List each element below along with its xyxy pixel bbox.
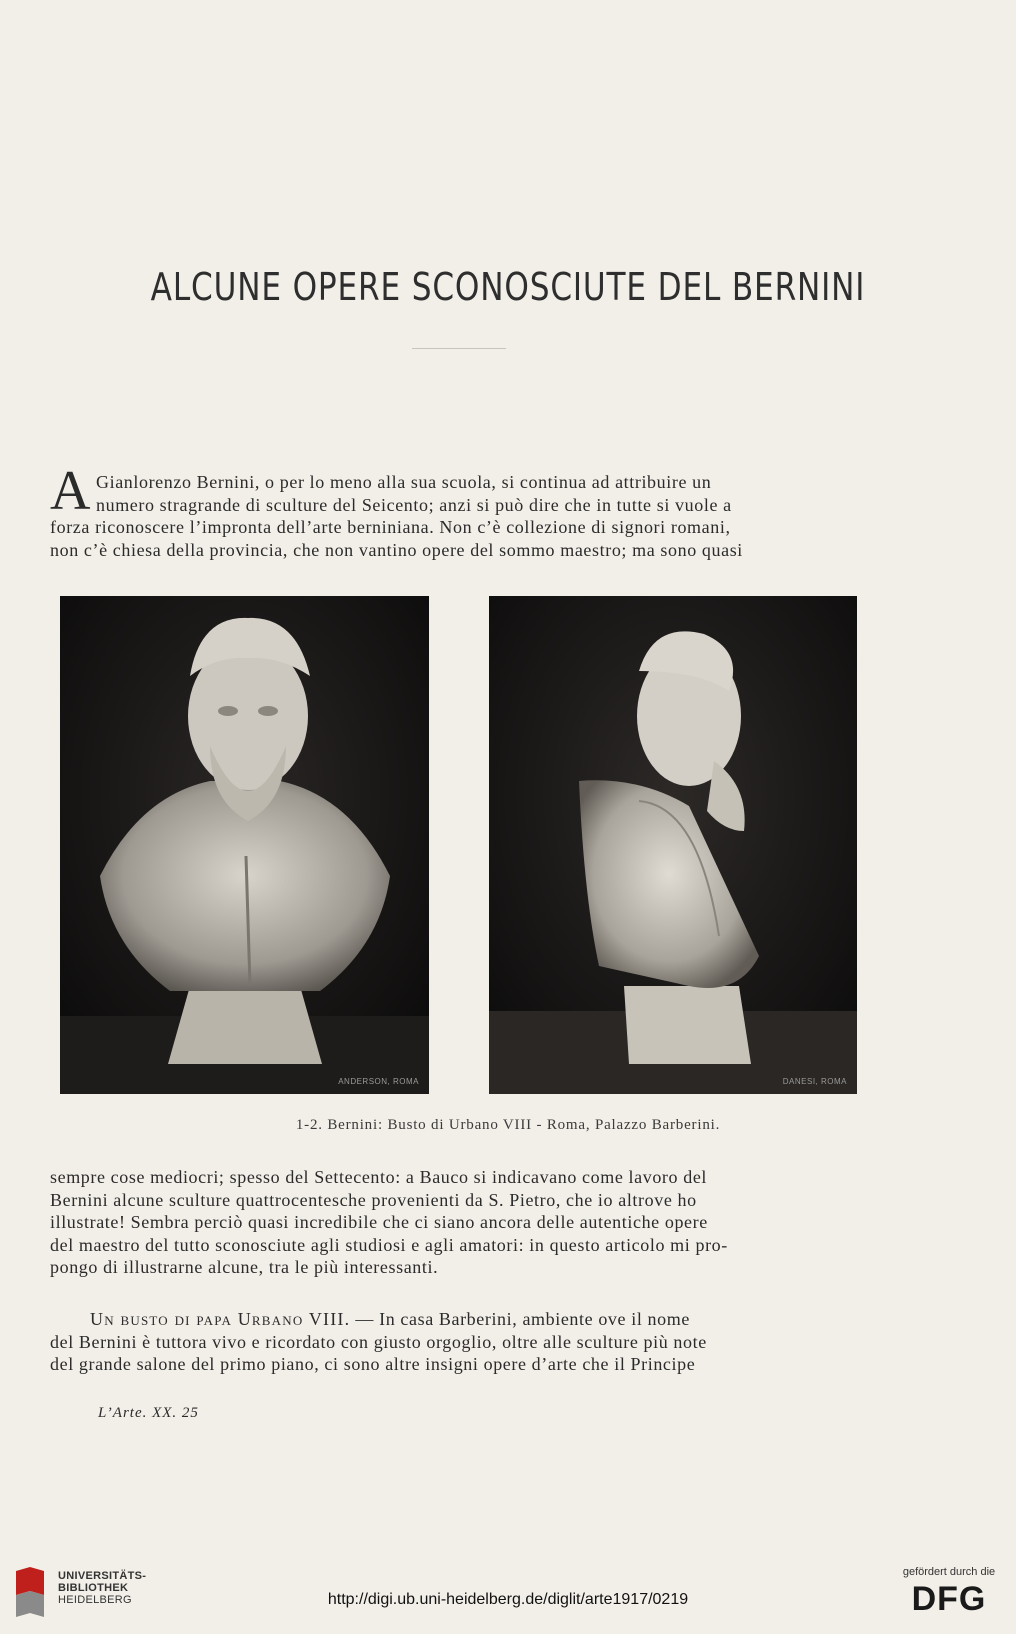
body-paragraph: [50, 1166, 865, 1279]
bust-photo-frontal: [60, 596, 429, 1094]
text-line: non c’è chiesa della provincia, che non vantino opere del sommo maestro; ma sono quasi: [50, 539, 743, 560]
figure-caption: 1-2. Bernini: Busto di Urbano VIII - Roma, Palazzo Barberini.: [295, 1117, 721, 1133]
text-line: numero stragrande di sculture del Seicento; anzi si può dire che in tutte si vuole a: [96, 494, 732, 515]
photo-credit: DANESI, ROMA: [782, 1077, 847, 1086]
drop-cap: A: [50, 460, 91, 522]
page-title: ALCUNE OPERE SCONOSCIUTE DEL BERNINI: [150, 265, 866, 309]
intro-paragraph: [50, 471, 865, 561]
text-line: Gianlorenzo Bernini, o per lo meno alla sua scuola, si continua ad attribuire un: [96, 472, 712, 492]
funder-block: [894, 1566, 1004, 1618]
funder-text: gefördert durch die: [902, 1566, 996, 1578]
text-line: del Bernini è tuttora vivo e ricordato con giusto orgoglio, oltre alle sculture più note: [50, 1331, 707, 1352]
bust-profile-illustration: [489, 596, 857, 1094]
photo-credit: ANDERSON, ROMA: [338, 1077, 419, 1086]
section-heading: Un busto di papa Urbano VIII.: [90, 1309, 351, 1329]
folio-signature: L’Arte. XX. 25: [98, 1405, 199, 1421]
library-name-line: HEIDELBERG: [58, 1594, 132, 1606]
bust-frontal-illustration: [60, 596, 429, 1094]
text-line: del maestro del tutto sconosciute agli studiosi e agli amatori: in questo articolo mi pro-: [50, 1234, 728, 1255]
dfg-logo: DFG: [911, 1580, 987, 1618]
text-line: sempre cose mediocri; spesso del Settecento: a Bauco si indicavano come lavoro del: [50, 1167, 708, 1187]
text-line: illustrate! Sembra perciò quasi incredibile che ci siano ancora delle autentiche opere: [50, 1212, 708, 1232]
source-url-link[interactable]: http://digi.ub.uni-heidelberg.de/diglit/arte1917/0219: [327, 1591, 689, 1608]
library-name-line: BIBLIOTHEK: [58, 1582, 129, 1594]
text-line: [50, 1308, 865, 1331]
text-line: forza riconoscere l’impronta dell’arte berniniana. Non c’è collezione di signori romani,: [50, 517, 731, 537]
text-line: Bernini alcune sculture quattrocentesche provenienti da S. Pietro, che io altrove ho: [50, 1189, 697, 1210]
text-line: del grande salone del primo piano, ci sono altre insigni opere d’arte che il Principe: [50, 1354, 696, 1374]
text-line: pongo di illustrarne alcune, tra le più interessanti.: [50, 1257, 439, 1277]
text-fragment: — In casa Barberini, ambiente ove il nome: [350, 1309, 690, 1329]
section-paragraph: [50, 1308, 865, 1376]
title-divider: [412, 348, 506, 349]
library-name-line: UNIVERSITÄTS-: [58, 1570, 147, 1582]
bust-photo-profile: [489, 596, 857, 1094]
